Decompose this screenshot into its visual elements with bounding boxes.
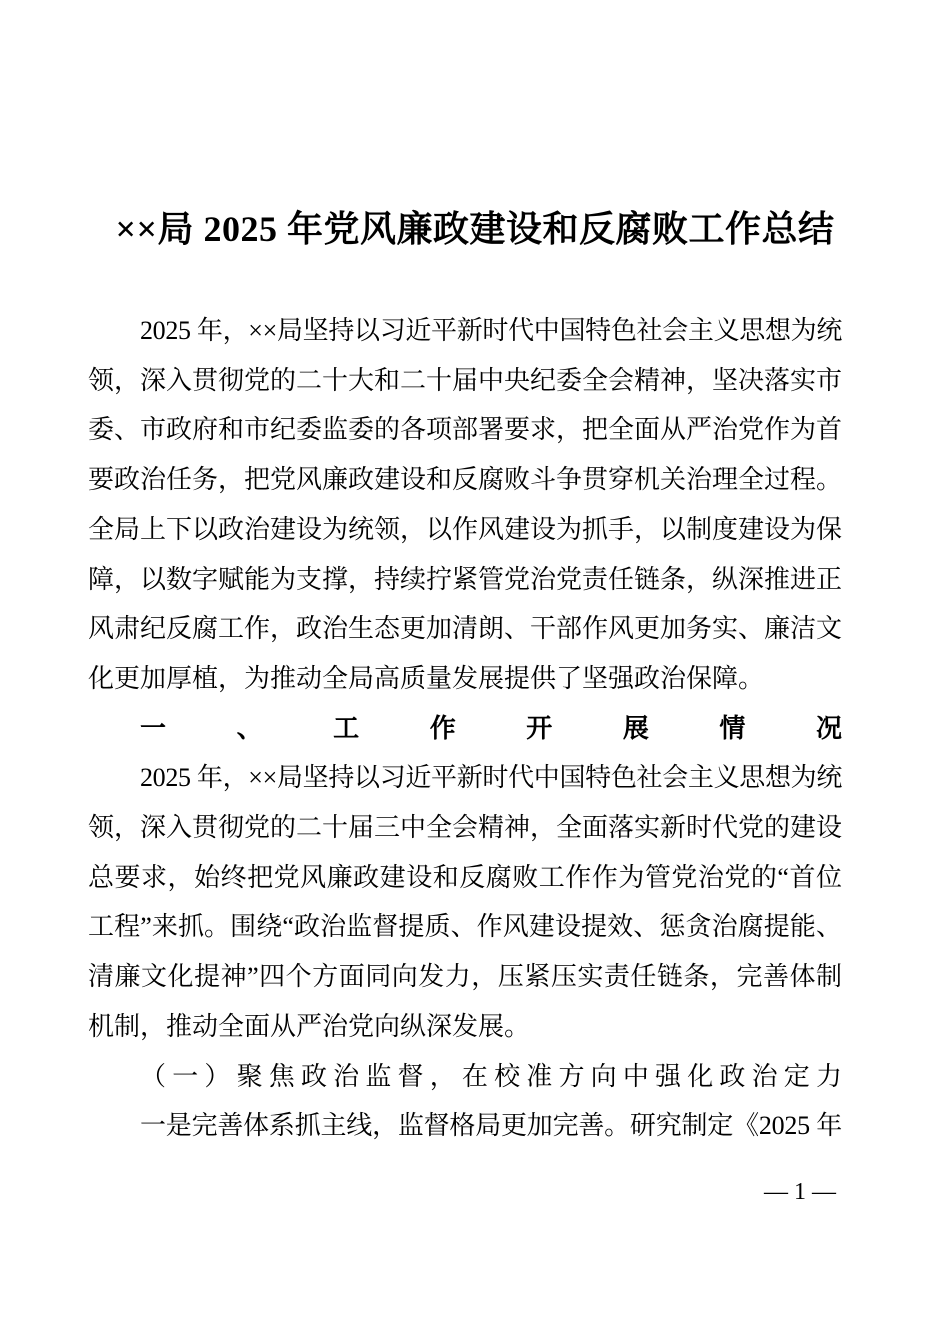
text-line: 领，深入贯彻党的二十届三中全会精神，全面落实新时代党的建设 (88, 813, 843, 843)
page-number: — 1 — (764, 1179, 836, 1205)
text-line: 委、市政府和市纪委监委的各项部署要求，把全面从严治党作为首 (88, 415, 843, 445)
text-line: 化更加厚植，为推动全局高质量发展提供了坚强政治保障。 (88, 663, 765, 693)
text-line: 全局上下以政治建设为统领，以作风建设为抓手，以制度建设为保 (88, 514, 843, 544)
text-line: 2025 年，××局坚持以习近平新时代中国特色社会主义思想为统 (140, 316, 842, 345)
text-line: 2025 年，××局坚持以习近平新时代中国特色社会主义思想为统 (140, 763, 842, 793)
subsection-1-1-heading: （一）聚焦政治监督，在校准方向中强化政治定力 (140, 1061, 842, 1091)
text-line: 总要求，始终把党风廉政建设和反腐败工作作为管党治党的“首位 (88, 862, 842, 892)
document-body (88, 306, 842, 1151)
subsection-1-1-paragraph (88, 1101, 842, 1151)
text-line: 工程”来抓。围绕“政治监督提质、作风建设提效、惩贪治腐提能、 (88, 912, 842, 942)
intro-paragraph (88, 306, 842, 704)
text-line: 一是完善体系抓主线，监督格局更加完善。研究制定《2025 年 (140, 1111, 842, 1141)
text-line: 清廉文化提神”四个方面同向发力，压紧压实责任链条，完善体制 (88, 962, 842, 992)
document-title: ××局 2025 年党风廉政建设和反腐败工作总结 (115, 209, 835, 249)
text-line: 障，以数字赋能为支撑，持续拧紧管党治党责任链条，纵深推进正 (88, 564, 843, 594)
text-line: 机制，推动全面从严治党向纵深发展。 (88, 1011, 531, 1041)
text-line: 要政治任务，把党风廉政建设和反腐败斗争贯穿机关治理全过程。 (88, 465, 843, 495)
section-1-heading: 一、工作开展情况 (140, 712, 842, 743)
text-line: 风肃纪反腐工作，政治生态更加清朗、干部作风更加务实、廉洁文 (88, 614, 843, 644)
text-line: 领，深入贯彻党的二十大和二十届中央纪委全会精神，坚决落实市 (88, 365, 843, 395)
overview-paragraph (88, 753, 842, 1051)
